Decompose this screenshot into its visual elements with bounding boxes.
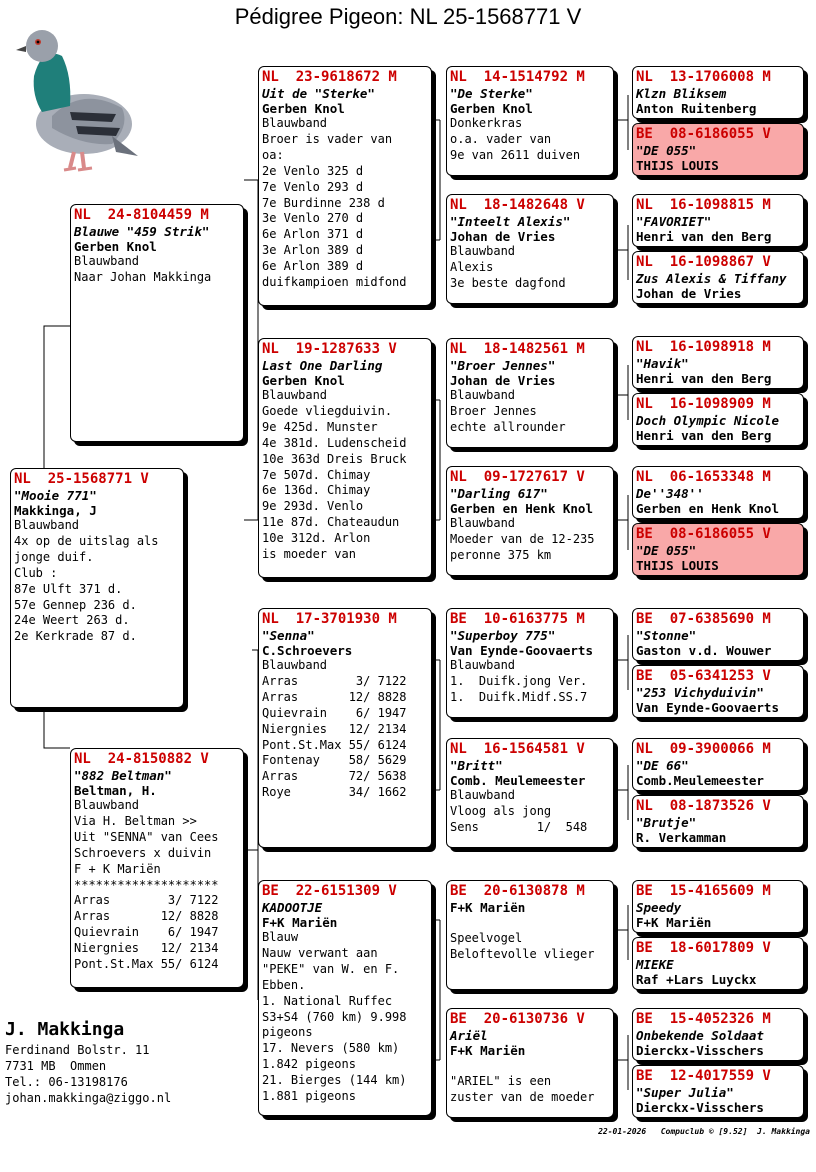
breeder-name: Johan de Vries [636,286,742,301]
pigeon-name: "253 Vichyduivin" [636,685,764,700]
ancestor-card[interactable] [632,336,804,389]
pigeon-name: "DE 66" [636,758,689,773]
breeder-name: Makkinga, J [14,503,97,518]
pigeon-name: "Superboy 775" [450,628,556,643]
ancestor-card[interactable] [632,1065,804,1118]
ring-number: NL 13-1706008 M [636,69,771,85]
great-grandparent-card[interactable] [446,608,614,718]
breeder-name: Anton Ruitenberg [636,101,757,116]
ancestor-card[interactable] [632,194,804,247]
breeder-name: Van Eynde-Goovaerts [636,700,779,715]
breeder-name: Gerben Knol [262,101,345,116]
pigeon-name: "Super Julia" [636,1085,734,1100]
breeder-name: Gerben Knol [74,239,157,254]
ring-number: BE 18-6017809 V [636,940,771,956]
ring-number: NL 18-1482648 V [450,197,585,213]
pigeon-info: Blauwband Arras 3/ 7122 Arras 12/ 8828 Quievrain 6/ 1947 Niergnies 12/ 2134 Pont.St.Max 55/ 6124 Fontenay 58/ 5629 Arras 72/ 5638 Roye 34/ 1662 [262,658,407,800]
pigeon-name: Last One Darling [262,358,383,373]
owner-street: Ferdinand Bolstr. 11 [5,1043,150,1057]
ring-number: NL 23-9618672 M [262,69,397,85]
ring-number: NL 25-1568771 V [14,471,149,487]
great-grandparent-card[interactable] [446,66,614,176]
breeder-name: Henri van den Berg [636,371,772,386]
mother-card[interactable] [70,748,244,988]
ancestor-card[interactable] [632,66,804,119]
subject-pigeon-card[interactable] [10,468,184,708]
pigeon-name: MIEKE [636,957,674,972]
breeder-name: Johan de Vries [450,373,556,388]
breeder-name: C.Schroevers [262,643,353,658]
pigeon-name: "Brutje" [636,815,697,830]
ring-number: NL 18-1482561 M [450,341,585,357]
ring-number: NL 24-8104459 M [74,207,209,223]
breeder-name: Van Eynde-Goovaerts [450,643,593,658]
pigeon-info: Blauwband Alexis 3e beste dagfond [450,244,566,290]
great-grandparent-card[interactable] [446,738,614,848]
ring-number: BE 20-6130878 M [450,883,585,899]
pigeon-info: "ARIEL" is een zuster van de moeder [450,1073,595,1104]
pigeon-name: Uit de "Sterke" [262,86,375,101]
pigeon-name: "DE 055" [636,143,697,158]
ancestor-card[interactable] [632,665,804,718]
pigeon-info: Blauwband Goede vliegduivin. 9e 425d. Munster 4e 381d. Ludenscheid 10e 363d Dreis Bruck 7e 507d. Chimay 6e 136d. Chimay 9e 293d. Venlo 11e 87d. Chateaudun 10e 312d. Arlon is moeder van [262,388,407,562]
pigeon-info: Blauwband 1. Duifk.jong Ver. 1. Duifk.Midf.SS.7 [450,658,588,704]
pigeon-name: Klzn Bliksem [636,86,727,101]
ancestor-card[interactable] [632,1008,804,1061]
ancestor-card-highlighted[interactable] [632,523,804,576]
owner-city: 7731 MB Ommen [5,1059,107,1073]
pigeon-name: "De Sterke" [450,86,533,101]
owner-contact [5,1018,171,1106]
breeder-name: Comb.Meulemeester [636,773,764,788]
ancestor-card[interactable] [632,251,804,304]
pigeon-info: Blauwband Via H. Beltman >> Uit "SENNA" van Cees Schroevers x duivin F + K Mariën ******************** Arras 3/ 7122 Arras 12/ 8828 Quievrain 6/ 1947 Niergnies 12/ 2134 Pont.St.Max 55/ 6124 [74,798,219,972]
page-title: Pédigree Pigeon: NL 25-1568771 V [234,4,582,29]
great-grandparent-card[interactable] [446,338,614,448]
breeder-name: Gerben en Henk Knol [450,501,593,516]
breeder-name: Gerben Knol [450,101,533,116]
ring-number: BE 10-6163775 M [450,611,585,627]
pigeon-info: Speelvogel Beloftevolle vlieger [450,930,595,961]
breeder-name: Henri van den Berg [636,428,772,443]
great-grandparent-card[interactable] [446,880,614,990]
ring-number: NL 06-1653348 M [636,469,771,485]
owner-phone: Tel.: 06-13198176 [5,1075,128,1089]
ring-number: NL 14-1514792 M [450,69,585,85]
pigeon-name: KADOOTJE [262,900,323,915]
breeder-name: Gerben en Henk Knol [636,501,779,516]
ring-number: NL 16-1098867 V [636,254,771,270]
pigeon-name: "DE 055" [636,543,697,558]
pigeon-name: "Mooie 771" [14,488,97,503]
ancestor-card[interactable] [632,393,804,446]
pigeon-info: Blauwband Moeder van de 12-235 peronne 375 km [450,516,595,562]
breeder-name: Beltman, H. [74,783,157,798]
pigeon-name: "Stonne" [636,628,697,643]
breeder-name: Gerben Knol [262,373,345,388]
ancestor-card[interactable] [632,466,804,519]
owner-email[interactable]: johan.makkinga@ziggo.nl [5,1091,172,1105]
pigeon-name: "Inteelt Alexis" [450,214,571,229]
pigeon-name: Doch Olympic Nicole [636,413,779,428]
pigeon-name: Ariël [450,1028,488,1043]
ring-number: NL 16-1564581 V [450,741,585,757]
ring-number: BE 15-4052326 M [636,1011,771,1027]
ancestor-card[interactable] [632,937,804,990]
ring-number: NL 16-1098918 M [636,339,771,355]
ancestor-card[interactable] [632,795,804,848]
breeder-name: Raf +Lars Luyckx [636,972,757,987]
ancestor-card[interactable] [632,880,804,933]
breeder-name: Johan de Vries [450,229,556,244]
ancestor-card[interactable] [632,738,804,791]
owner-name: J. Makkinga [5,1019,125,1040]
pigeon-info: Blauwband Broer is vader van oa: 2e Venlo 325 d 7e Venlo 293 d 7e Burdinne 238 d 3e Venlo 270 d 6e Arlon 371 d 3e Arlon 389 d 6e Arlon 389 d duifkampioen midfond [262,116,407,290]
pigeon-name: "Darling 617" [450,486,548,501]
breeder-name: THIJS LOUIS [636,558,719,573]
paternal-grandfather-card[interactable] [258,66,432,306]
ring-number: BE 15-4165609 M [636,883,771,899]
pigeon-name: Blauwe "459 Strik" [74,224,210,239]
ring-number: NL 16-1098909 M [636,396,771,412]
pigeon-name: "Senna" [262,628,315,643]
breeder-name: Comb. Meulemeester [450,773,586,788]
great-grandparent-card[interactable] [446,194,614,304]
ancestor-card-highlighted[interactable] [632,123,804,176]
pigeon-name: "Broer Jennes" [450,358,556,373]
ring-number: BE 12-4017559 V [636,1068,771,1084]
great-grandparent-card[interactable] [446,1008,614,1118]
pigeon-name: "FAVORIET" [636,214,712,229]
pigeon-name: Zus Alexis & Tiffany [636,271,787,286]
ring-number: BE 20-6130736 V [450,1011,585,1027]
breeder-name: Henri van den Berg [636,229,772,244]
pigeon-name: Onbekende Soldaat [636,1028,764,1043]
pigeon-name: "Britt" [450,758,503,773]
pigeon-info: Donkerkras o.a. vader van 9e van 2611 duiven [450,116,581,162]
breeder-name: Dierckx-Visschers [636,1043,764,1058]
great-grandparent-card[interactable] [446,466,614,576]
maternal-grandfather-card[interactable] [258,608,432,848]
father-card[interactable] [70,204,244,442]
ring-number: NL 09-3900066 M [636,741,771,757]
pigeon-name: "882 Beltman" [74,768,172,783]
breeder-name: R. Verkamman [636,830,727,845]
ring-number: BE 05-6341253 V [636,668,771,684]
ring-number: NL 08-1873526 V [636,798,771,814]
pigeon-info: Blauw Nauw verwant aan "PEKE" van W. en F. Ebben. 1. National Ruffec S3+S4 (760 km) 9.998 pigeons 17. Nevers (580 km) 1.842 pigeons 21. Bierges (144 km) 1.881 pigeons [262,930,407,1104]
ring-number: BE 07-6385690 M [636,611,771,627]
paternal-grandmother-card[interactable] [258,338,432,578]
ring-number: NL 16-1098815 M [636,197,771,213]
ring-number: NL 17-3701930 M [262,611,397,627]
breeder-name: THIJS LOUIS [636,158,719,173]
ring-number: BE 22-6151309 V [262,883,397,899]
footer-credit: 22-01-2026 Compuclub © [9.52] J. Makkinga [598,1127,810,1136]
ring-number: NL 19-1287633 V [262,341,397,357]
breeder-name: F+K Mariën [450,1043,526,1058]
breeder-name: Gaston v.d. Wouwer [636,643,772,658]
pigeon-info: Blauwband 4x op de uitslag als jonge duif. Club : 87e Ulft 371 d. 57e Gennep 236 d. 24e Weert 263 d. 2e Kerkrade 87 d. [14,518,159,644]
breeder-name: F+K Mariën [450,900,526,915]
pigeon-info: Blauwband Naar Johan Makkinga [74,254,212,284]
pigeon-name: Speedy [636,900,682,915]
pigeon-name: "Havik" [636,356,689,371]
maternal-grandmother-card[interactable] [258,880,432,1116]
ring-number: BE 08-6186055 V [636,126,771,142]
pigeon-info: Blauwband Vloog als jong Sens 1/ 548 [450,788,588,834]
breeder-name: F+K Mariën [636,915,712,930]
ring-number: NL 09-1727617 V [450,469,585,485]
pigeon-name: De''348'' [636,486,704,501]
pigeon-info: Blauwband Broer Jennes echte allrounder [450,388,566,434]
breeder-name: Dierckx-Visschers [636,1100,764,1115]
ring-number: BE 08-6186055 V [636,526,771,542]
ring-number: NL 24-8150882 V [74,751,209,767]
ancestor-card[interactable] [632,608,804,661]
breeder-name: F+K Mariën [262,915,338,930]
